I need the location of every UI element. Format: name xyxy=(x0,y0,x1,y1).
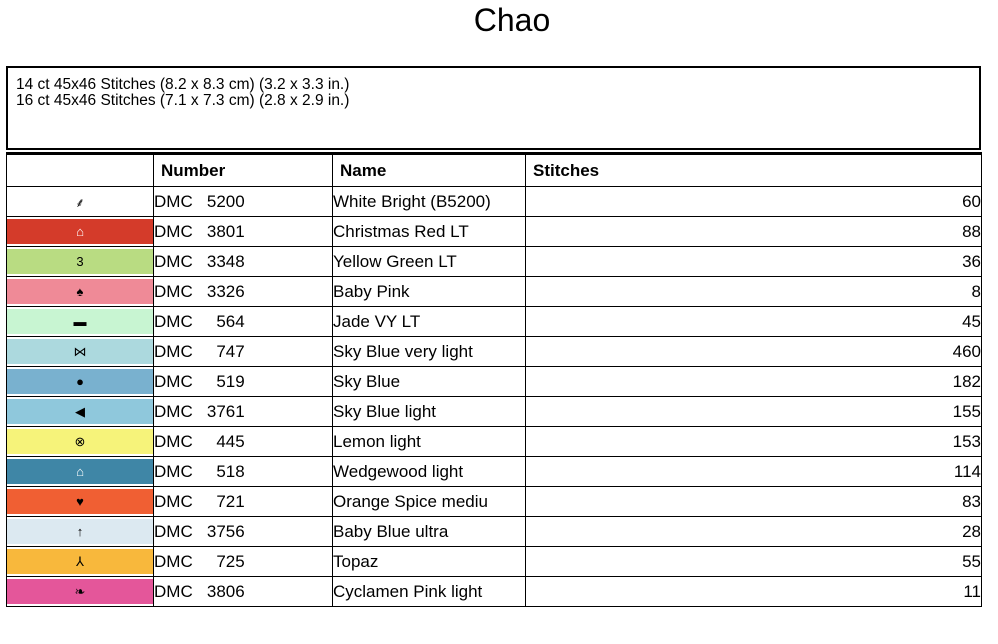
color-swatch-cell xyxy=(7,487,154,517)
sprig-icon: ⸙ xyxy=(75,194,85,210)
floss-name: Cyclamen Pink light xyxy=(333,577,526,607)
color-swatch xyxy=(7,249,153,274)
table-row xyxy=(7,427,982,457)
floss-number: DMC 725 xyxy=(154,547,333,577)
stitch-count: 60 xyxy=(526,187,982,217)
header-number: Number xyxy=(154,154,333,187)
floss-number: DMC 445 xyxy=(154,427,333,457)
stitch-count: 45 xyxy=(526,307,982,337)
stitch-count: 11 xyxy=(526,577,982,607)
stitch-count: 83 xyxy=(526,487,982,517)
color-swatch-cell xyxy=(7,337,154,367)
floss-number: DMC 3326 xyxy=(154,277,333,307)
color-swatch-cell xyxy=(7,367,154,397)
leaf-icon: ❧ xyxy=(74,583,86,599)
heart-circle-icon: ● xyxy=(76,374,84,389)
stitch-count: 28 xyxy=(526,517,982,547)
stitch-count: 88 xyxy=(526,217,982,247)
color-swatch-cell xyxy=(7,457,154,487)
color-swatch-cell xyxy=(7,517,154,547)
color-swatch xyxy=(7,459,153,484)
table-row xyxy=(7,487,982,517)
table-row xyxy=(7,367,982,397)
color-swatch xyxy=(7,549,153,574)
table-row xyxy=(7,397,982,427)
floss-number: DMC 519 xyxy=(154,367,333,397)
floss-name: Lemon light xyxy=(333,427,526,457)
table-header-row xyxy=(7,154,982,187)
stitch-count: 155 xyxy=(526,397,982,427)
table-row xyxy=(7,337,982,367)
floss-number: DMC 747 xyxy=(154,337,333,367)
color-swatch xyxy=(7,399,153,424)
color-swatch-cell xyxy=(7,217,154,247)
dome-icon: ▬ xyxy=(73,314,87,329)
floss-name: Christmas Red LT xyxy=(333,217,526,247)
color-swatch-cell xyxy=(7,247,154,277)
three-icon: 3 xyxy=(76,254,84,269)
floss-number: DMC 5200 xyxy=(154,187,333,217)
color-swatch xyxy=(7,579,153,604)
page-title: Chao xyxy=(473,2,551,38)
header-stitches: Stitches xyxy=(526,154,982,187)
table-row xyxy=(7,577,982,607)
floss-name: Sky Blue xyxy=(333,367,526,397)
floss-name: Topaz xyxy=(333,547,526,577)
color-swatch xyxy=(7,309,153,334)
tripod-icon: ⅄ xyxy=(76,553,84,569)
floss-name: Wedgewood light xyxy=(333,457,526,487)
floss-name: Sky Blue light xyxy=(333,397,526,427)
table-row xyxy=(7,217,982,247)
color-swatch-cell xyxy=(7,577,154,607)
floss-number: DMC 518 xyxy=(154,457,333,487)
floss-number: DMC 3756 xyxy=(154,517,333,547)
color-swatch-cell xyxy=(7,187,154,217)
header-name: Name xyxy=(333,154,526,187)
color-swatch-cell xyxy=(7,397,154,427)
color-swatch xyxy=(7,369,153,394)
table-row xyxy=(7,247,982,277)
stitch-count: 55 xyxy=(526,547,982,577)
circle-x-icon: ⊗ xyxy=(74,433,86,449)
table-row xyxy=(7,547,982,577)
color-swatch xyxy=(7,489,153,514)
floss-name: Yellow Green LT xyxy=(333,247,526,277)
house-icon: ⌂ xyxy=(76,224,84,239)
heart-icon: ♥ xyxy=(76,494,84,509)
size-info-line-14ct: 14 ct 45x46 Stitches (8.2 x 8.3 cm) (3.2 x 3.3 in.) xyxy=(16,76,350,93)
table-row xyxy=(7,457,982,487)
color-swatch xyxy=(7,429,153,454)
floss-number: DMC 3348 xyxy=(154,247,333,277)
floss-number: DMC 3761 xyxy=(154,397,333,427)
color-swatch xyxy=(7,339,153,364)
stitch-count: 460 xyxy=(526,337,982,367)
floss-name: Sky Blue very light xyxy=(333,337,526,367)
floss-name: Orange Spice mediu xyxy=(333,487,526,517)
stitch-count: 114 xyxy=(526,457,982,487)
table-row xyxy=(7,277,982,307)
floss-name: Jade VY LT xyxy=(333,307,526,337)
color-swatch xyxy=(7,519,153,544)
bowtie-icon: ⋈ xyxy=(73,343,87,359)
size-info-box xyxy=(6,66,981,150)
floss-name: White Bright (B5200) xyxy=(333,187,526,217)
header-symbol xyxy=(7,154,154,187)
floss-number: DMC 564 xyxy=(154,307,333,337)
stitch-count: 8 xyxy=(526,277,982,307)
color-swatch xyxy=(7,189,153,214)
arrow-left-icon: ◀ xyxy=(75,403,85,419)
spade-icon: ♠ xyxy=(76,284,84,299)
table-row xyxy=(7,517,982,547)
floss-name: Baby Pink xyxy=(333,277,526,307)
stitch-count: 36 xyxy=(526,247,982,277)
color-swatch-cell xyxy=(7,277,154,307)
arrow-up-icon: ↑ xyxy=(76,524,84,539)
floss-number: DMC 3801 xyxy=(154,217,333,247)
stitch-count: 153 xyxy=(526,427,982,457)
color-swatch xyxy=(7,279,153,304)
floss-number: DMC 3806 xyxy=(154,577,333,607)
floss-name: Baby Blue ultra xyxy=(333,517,526,547)
stitch-count: 182 xyxy=(526,367,982,397)
color-swatch-cell xyxy=(7,547,154,577)
color-swatch xyxy=(7,219,153,244)
floss-legend-table xyxy=(6,152,982,607)
house-filled-icon: ⌂ xyxy=(76,464,84,479)
table-row xyxy=(7,307,982,337)
table-row xyxy=(7,187,982,217)
color-swatch-cell xyxy=(7,307,154,337)
size-info-line-16ct: 16 ct 45x46 Stitches (7.1 x 7.3 cm) (2.8 x 2.9 in.) xyxy=(16,92,350,109)
floss-number: DMC 721 xyxy=(154,487,333,517)
color-swatch-cell xyxy=(7,427,154,457)
